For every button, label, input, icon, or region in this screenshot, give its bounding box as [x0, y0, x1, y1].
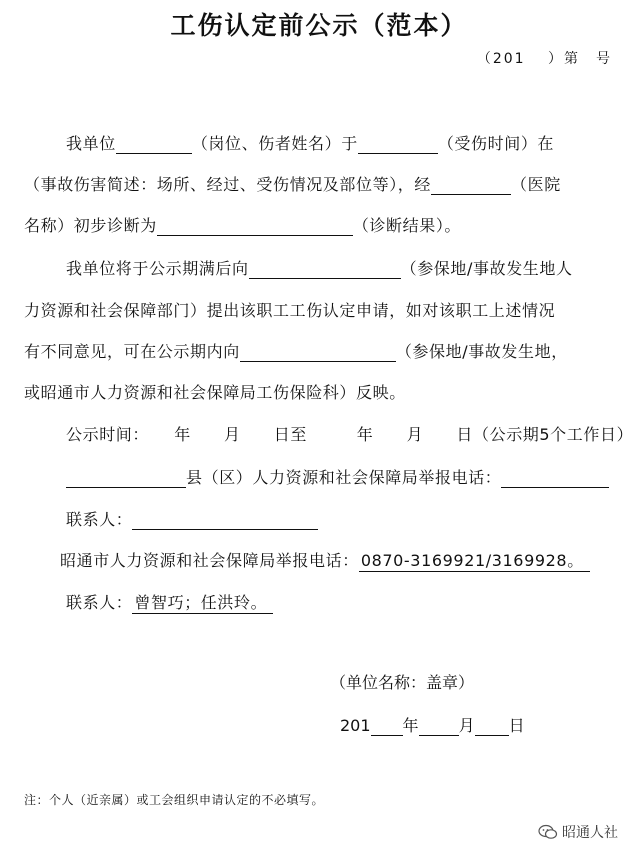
p1-l1a: 我单位 [66, 134, 116, 153]
document-title: 工伤认定前公示（范本） [170, 11, 468, 40]
city-phone-label: 昭通市人力资源和社会保障局举报电话： [60, 551, 359, 570]
p2-line3 [24, 339, 638, 362]
footnote: 注：个人（近亲属）或工会组织申请认定的不必填写。 [24, 793, 325, 807]
contact2-label: 联系人： [66, 593, 133, 612]
watermark-text: 昭通人社 [562, 825, 618, 841]
blank-day[interactable] [475, 717, 509, 736]
blank-employer[interactable] [116, 135, 192, 154]
p2-line4: 或昭通市人力资源和社会保障局工伤保险科）反映。 [24, 383, 406, 402]
blank-county[interactable] [66, 469, 186, 488]
p1-l3a: 名称）初步诊断为 [24, 216, 157, 235]
p2-l3b: （参保地/事故发生地， [395, 342, 568, 361]
blank-year[interactable] [371, 717, 403, 736]
document-number: （201 ）第 号 [476, 51, 612, 67]
p2-l1b: （参保地/事故发生地人 [400, 259, 573, 278]
notice-time: 公示时间： 年 月 日至 年 月 日（公示期5个工作日） [66, 425, 634, 444]
p1-l1b: （岗位、伤者姓名）于 [191, 134, 358, 153]
blank-county-phone[interactable] [501, 469, 609, 488]
stamp-line: （单位名称：盖章） [330, 673, 475, 692]
city-phone-line [60, 548, 638, 571]
p2-line2: 力资源和社会保障部门）提出该职工工伤认定申请，如对该职工上述情况 [24, 301, 556, 320]
p1-l1c: （受伤时间）在 [437, 134, 555, 153]
blank-objection-office[interactable] [240, 343, 396, 362]
contact1-label: 联系人： [66, 510, 133, 529]
p2-line1 [66, 256, 638, 279]
blank-contact[interactable] [132, 511, 318, 530]
signature-date [340, 713, 525, 736]
blank-diagnosis[interactable] [157, 217, 353, 236]
contact2-line [66, 590, 638, 613]
date-month-label: 月 [458, 716, 475, 735]
date-day-label: 日 [508, 716, 525, 735]
watermark [538, 822, 618, 842]
county-phone-line [66, 465, 638, 488]
blank-hospital[interactable] [431, 176, 511, 195]
blank-month[interactable] [419, 717, 459, 736]
contact1-line [66, 507, 638, 530]
p1-l3b: （诊断结果）。 [352, 216, 462, 235]
p1-line2 [24, 172, 638, 195]
wechat-icon [538, 824, 558, 840]
p2-l3a: 有不同意见，可在公示期内向 [24, 342, 240, 361]
p1-line1 [66, 131, 638, 154]
date-year-prefix: 201 [340, 716, 371, 735]
city-phone-value: 0870-3169921/3169928。 [359, 551, 590, 572]
p1-l2b: （医院 [511, 175, 561, 194]
p2-l1a: 我单位将于公示期满后向 [66, 259, 249, 278]
contact2-value: 曾智巧；任洪玲。 [132, 593, 273, 614]
p1-line3 [24, 213, 638, 236]
date-year-label: 年 [402, 716, 419, 735]
county-phone-label: 县（区）人力资源和社会保障局举报电话： [186, 468, 502, 487]
blank-authority[interactable] [249, 260, 401, 279]
blank-name[interactable] [358, 135, 438, 154]
p1-l2a: （事故伤害简述：场所、经过、受伤情况及部位等），经 [24, 175, 432, 194]
